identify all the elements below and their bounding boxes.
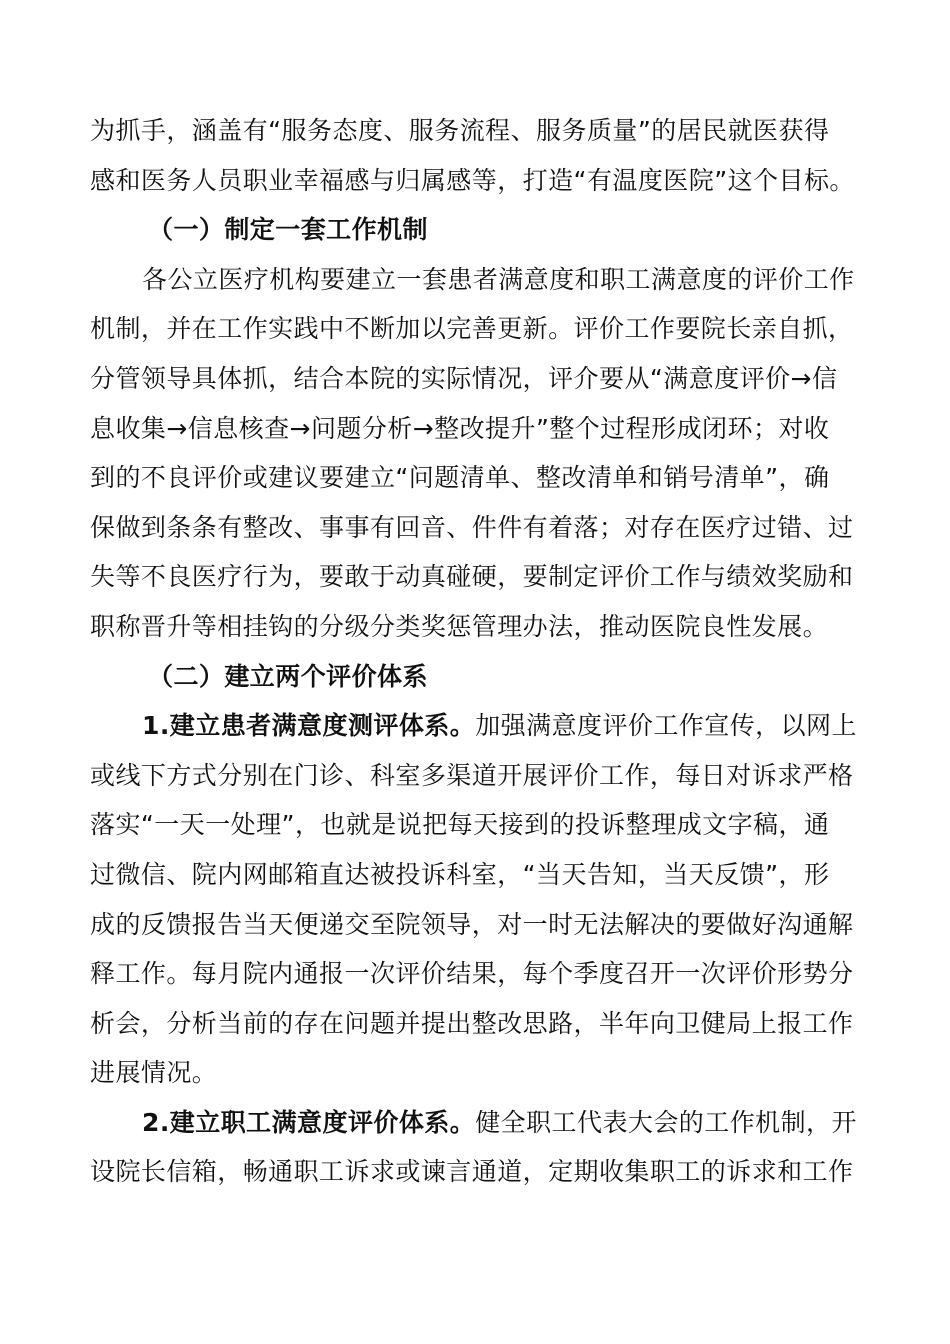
paragraph-lead: 1.建立患者满意度测评体系。 [142, 711, 476, 741]
text-line: 分管领导具体抓，结合本院的实际情况，评介要从“满意度评价→信 [90, 363, 838, 393]
text-line: 析会，分析当前的存在问题并提出整改思路，半年向卫健局上报工作 [90, 1008, 854, 1038]
text-line: 失等不良医疗行为，要敢于动真碰硬，要制定评价工作与绩效奖励和 [90, 562, 854, 592]
text-line: 成的反馈报告当天便递交至院领导，对一时无法解决的要做好沟通解 [90, 909, 854, 939]
text-line: 机制，并在工作实践中不断加以完善更新。评价工作要院长亲自抓， [90, 314, 854, 344]
text-line: 保做到条条有整改、事事有回音、件件有着落；对存在医疗过错、过 [90, 512, 854, 542]
text-line: 过微信、院内网邮箱直达被投诉科室，“当天告知，当天反馈”，形 [90, 859, 830, 889]
text-line: 释工作。每月院内通报一次评价结果，每个季度召开一次评价形势分 [90, 959, 854, 989]
paragraph-line [90, 701, 862, 751]
text-line: 感和医务人员职业幸福感与归属感等，打造“有温度医院”这个目标。 [90, 165, 855, 195]
text-line: 设院长信箱，畅通职工诉求或谏言通道，定期收集职工的诉求和工作 [90, 1157, 854, 1187]
section-heading: （一）制定一套工作机制 [148, 215, 428, 245]
text-line: 或线下方式分别在门诊、科室多渠道开展评价工作，每日对诉求严格 [90, 760, 854, 790]
text-line: 息收集→信息核查→问题分析→整改提升”整个过程形成闭环；对收 [90, 413, 830, 443]
text-line: 职称晋升等相挂钩的分级分类奖惩管理办法，推动医院良性发展。 [90, 611, 829, 641]
paragraph-text: 健全职工代表大会的工作机制，开 [475, 1107, 857, 1137]
text-line: 落实“一天一处理”，也就是说把每天接到的投诉整理成文字稿，通 [90, 810, 830, 840]
text-line: 为抓手，涵盖有“服务态度、服务流程、服务质量”的居民就医获得 [90, 116, 830, 145]
text-line: 到的不良评价或建议要建立“问题清单、整改清单和销号清单”，确 [90, 463, 830, 493]
section-heading: （二）建立两个评价体系 [148, 661, 428, 691]
paragraph-lead: 2.建立职工满意度评价体系。 [142, 1107, 476, 1137]
text-line: 进展情况。 [90, 1058, 218, 1088]
paragraph-line [90, 1098, 862, 1148]
paragraph-text: 加强满意度评价工作宣传，以网上 [475, 711, 857, 741]
text-line: 各公立医疗机构要建立一套患者满意度和职工满意度的评价工作 [142, 264, 855, 294]
document-page [90, 106, 862, 1197]
